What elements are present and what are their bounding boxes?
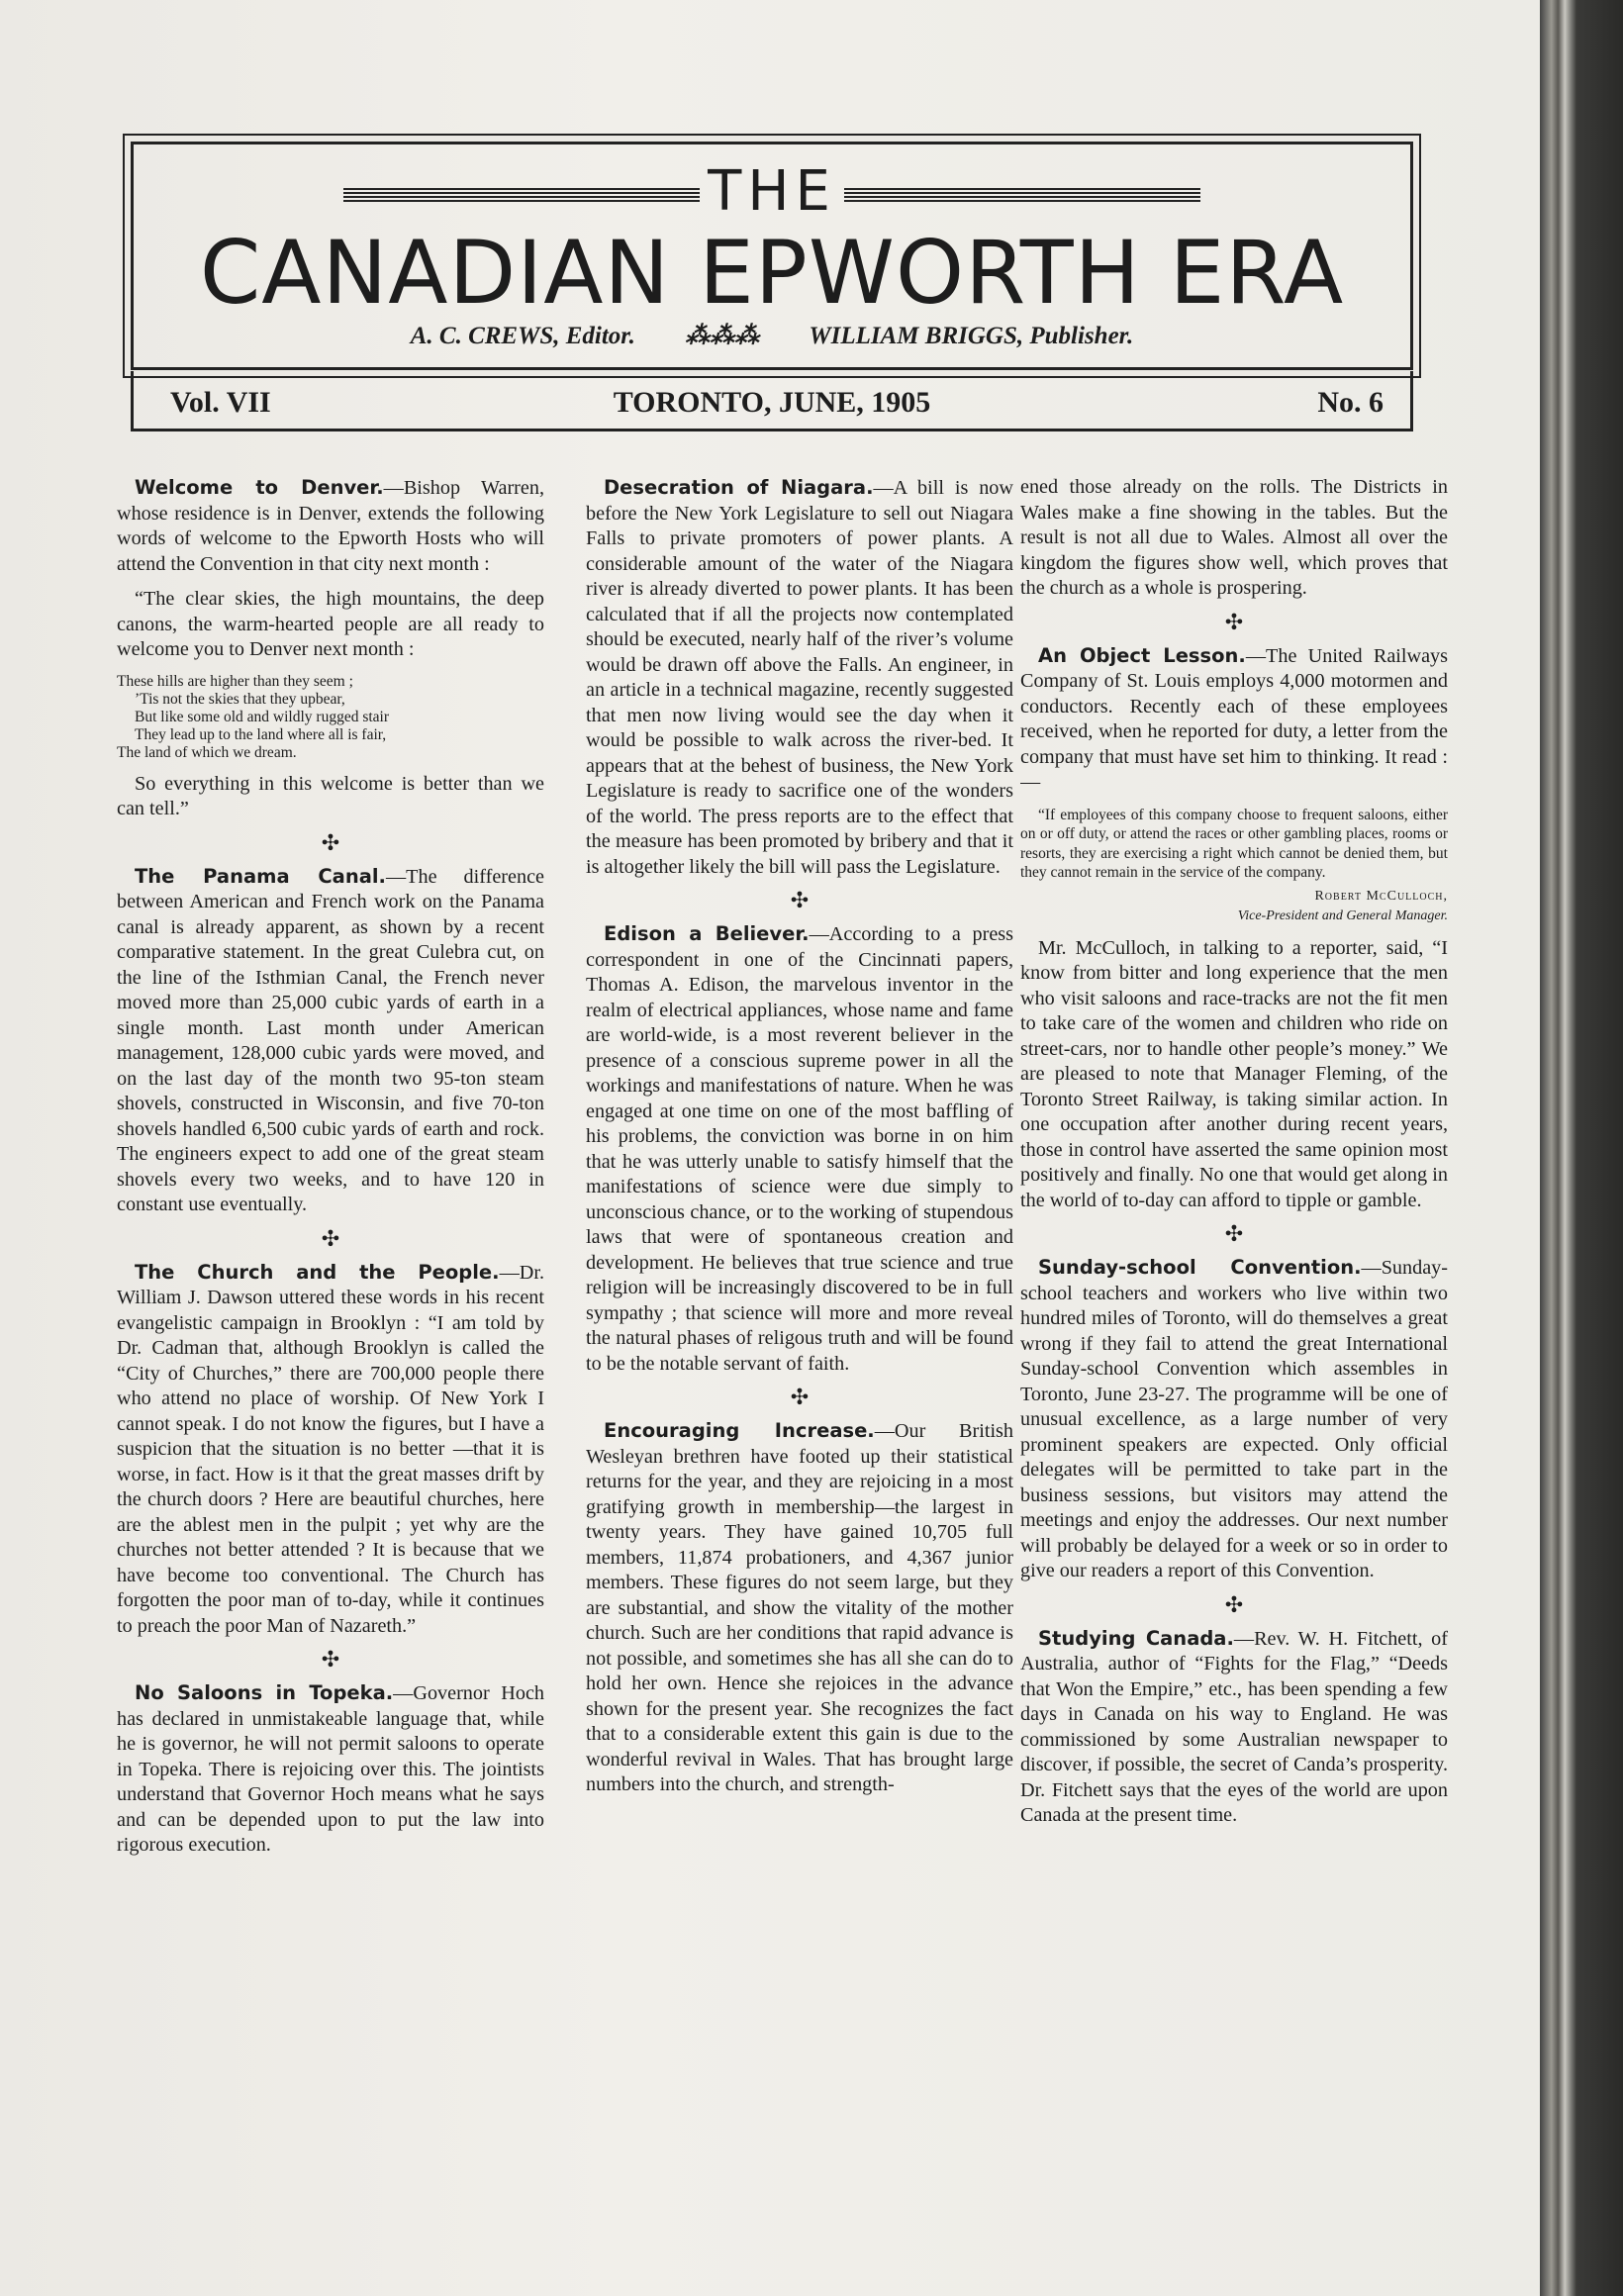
article-heading: The Church and the People. [135, 1260, 500, 1284]
article-body: —Our British Wesleyan brethren have footed up their statistical returns for the year, and they are rejoicing in a most gratifying growth in membership—the largest in twenty years. They have gained 10,705 full members, 11,874 probationers, and 4,367 junior members. These figures do not seem large, but they are substantial, and show the vitality of the mother church. Such are her conditions that rapid advance is not possible, and sometimes she has all she can do to hold her own. Hence she rejoices in the advance shown for the present year. She recognizes the fact that to a considerable extent this gain is due to the wonderful revival in Wales. That has brought large numbers into the church, and strength- [586, 1420, 1013, 1795]
article-heading: No Saloons in Topeka. [135, 1681, 394, 1704]
article-canada [1020, 1626, 1448, 1829]
column-3 [1020, 475, 1448, 2177]
article-body: —According to a press correspondent in one of the Cincinnati papers, Thomas A. Edison, the marvelous inventor in the realm of electrical appliances, whose name and fame are world-wide, is a most reverent believer in the presence of a conscious supreme power in all the workings and manifestations of nature. When he was engaged at one time on one of the most baffling of his problems, the conviction was borne in on him that he was utterly unable to satisfy himself that the manifestations of science were due simply to unconscious chance, or to the working of stupendous laws that were of spontaneous creation and development. He believes that true science and true religion will be increasingly discovered to be in full sympathy ; that science will more and more reveal the natural phases of religous truth and will be found to be the notable servant of faith. [586, 923, 1013, 1375]
article-body: —The difference between American and French work on the Panama canal is already apparent, as shown by a recent comparative statement. In the great Culebra cut, on the line of the Isthmian Canal, the French never moved more than 25,000 cubic yards of earth in a single month. Last month under American management, 128,000 cubic yards were moved, and on the last day of the month two 95-ton steam shovels, constructed in Wisconsin, and five 70-ton shovels handled 6,500 cubic yards of earth and rock. The engineers expect to add one of the great steam shovels every two weeks, and to have 120 in constant use eventually. [117, 865, 544, 1215]
article-lesson [1020, 643, 1448, 796]
column-2 [586, 475, 1013, 2177]
section-ornament: ✣ [1224, 1222, 1244, 1247]
signature-name: Robert McCulloch, [1314, 888, 1448, 904]
publication-title: CANADIAN EPWORTH ERA [199, 222, 1345, 324]
section-ornament: ✣ [321, 1226, 340, 1252]
verse-line: The land of which we dream. [117, 743, 297, 761]
article-denver [117, 475, 544, 577]
article-heading: An Object Lesson. [1038, 643, 1246, 667]
masthead [131, 142, 1413, 370]
article-niagara [586, 475, 1013, 880]
article-increase [586, 1418, 1013, 1798]
article-heading: Desecration of Niagara. [604, 476, 874, 499]
article-quote: “The clear skies, the high mountains, the deep canons, the warm-hearted people are all ready to welcome you to Denver next month : [117, 588, 544, 660]
article-body: —Dr. William J. Dawson uttered these words in his recent evangelistic campaign in Brooklyn : “I am told by Dr. Cadman that, although Brooklyn is called the “City of Churches,” there are 700,000 people there who attend no place of worship. Of New York I cannot speak. I do not know the figures, but I have a suspicion that the situation is no better —that it is worse, in fact. How is it that the great masses drift by the church doors ? Here are beautiful churches, here are the ablest men in the pulpit ; yet why are the churches not better attended ? It is because that we have become too conventional. The Church has forgotten the poor man of to-day, while it continues to preach the poor Man of Nazareth.” [117, 1261, 544, 1637]
article-topeka [117, 1680, 544, 1859]
article-closing: So everything in this welcome is better than we can tell.” [117, 772, 544, 819]
column-1 [117, 475, 544, 2177]
section-ornament: ✣ [790, 1386, 810, 1410]
article-body: —The United Railways Company of St. Louis employs 4,000 motormen and conductors. Recently each of these employees received, when he reported for duty, a letter from the company that must have set him to thinking. It read :— [1020, 644, 1448, 793]
publisher-credit: WILLIAM BRIGGS, Publisher. [809, 323, 1134, 349]
article-followup: Mr. McCulloch, in talking to a reporter, said, “I know from bitter and long experience that the men who visit saloons and race-tracks are not the fit men to take care of the women and children who ride on street-cars, nor to handle other people’s money.” We are pleased to note that Manager Fleming, of the Toronto Street Railway, is taking similar action. In one occupation after another during recent years, those in control have asserted the same opinion most positively and finally. No one that would get along in the world of to-day can afford to tipple or gamble. [1020, 936, 1448, 1211]
article-body: —Sunday-school teachers and workers who live within two hundred miles of Toronto, will do themselves a great wrong if they fail to attend the great International Sunday-school Convention which assembles in Toronto, June 23-27. The programme will be one of unusual excellence, as a large number of very prominent speakers are expected. Only official delegates will be permitted to take part in the business sessions, but visitors may attend the meetings and enjoy the addresses. Our next number will probably be delayed for a week or so in order to give our readers a report of this Convention. [1020, 1257, 1448, 1581]
article-sunday-school [1020, 1255, 1448, 1584]
article-body: —Governor Hoch has declared in unmistakeable language that, while he is governor, he will not permit saloons to operate in Topeka. There is rejoicing over this. The jointists understand that Governor Hoch means what he says and can be depended upon to put the law into rigorous execution. [117, 1682, 544, 1856]
masthead-the: THE [708, 159, 836, 224]
section-ornament: ✣ [790, 889, 810, 913]
verse-line: ’Tis not the skies that they upbear, [135, 690, 345, 708]
volume-label: Vol. VII [170, 386, 271, 419]
signature-title: Vice-President and General Manager. [1237, 908, 1448, 923]
masthead-ornament: ⁂⁂⁂ [685, 323, 760, 349]
article-increase-continued: ened those already on the rolls. The Districts in Wales make a fine showing in the tables. But the result is not all due to Wales. Almost all over the kingdom the figures show well, which proves that the church as a whole is prospering. [1020, 476, 1448, 599]
section-ornament: ✣ [1224, 610, 1244, 635]
article-body: —Bishop Warren, whose residence is in Denver, extends the following words of welcome to the Epworth Hosts who will attend the Convention in that city next month : [117, 477, 544, 575]
article-panama [117, 864, 544, 1218]
editor-credit: A. C. CREWS, Editor. [410, 323, 635, 349]
section-ornament: ✣ [321, 1648, 340, 1673]
section-ornament: ✣ [1224, 1592, 1244, 1618]
article-body: —A bill is now before the New York Legislature to sell out Niagara Falls to private promoters of power plants. A considerable amount of the water of the Niagara river is already diverted to power plants. It has been calculated that if all the projects now contemplated should be executed, nearly half of the river’s volume would be drawn off above the Falls. An engineer, in an article in a technical magazine, recently suggested that men now living would see the day when it would be possible to walk across the river-bed. It appears that at the behest of business, the New York Legislature is ready to sacrifice one of the wonders of the world. The press reports are to the effect that the measure has been promoted by bribery and that it is altogether likely the bill will pass the Legislature. [586, 477, 1013, 878]
article-body: —Rev. W. H. Fitchett, of Australia, author of “Fights for the Flag,” “Deeds that Won the Empire,” etc., has been spending a few days in Canada on his way to England. He was commissioned by some Australian newspaper to discover, if possible, the secret of Canda’s prosperity. Dr. Fitchett says that the eyes of the world are upon Canada at the present time. [1020, 1627, 1448, 1826]
company-letter: “If employees of this company choose to frequent saloons, either on or off duty, or attend the races or other gambling places, rooms or resorts, they are exercising a right which cannot be denied them, but they cannot remain in the service of the company. [1020, 806, 1448, 881]
verse-line: They lead up to the land where all is fair, [135, 725, 387, 743]
article-heading: Encouraging Increase. [604, 1419, 875, 1442]
article-heading: Welcome to Denver. [135, 476, 384, 499]
poem-verse [117, 673, 544, 762]
verse-line: But like some old and wildly rugged stair [135, 708, 390, 725]
article-edison [586, 921, 1013, 1377]
masthead-credits [134, 321, 1410, 350]
verse-line: These hills are higher than they seem ; [117, 672, 353, 690]
article-heading: Studying Canada. [1038, 1626, 1234, 1650]
article-heading: Sunday-school Convention. [1038, 1256, 1362, 1279]
section-ornament: ✣ [321, 830, 340, 856]
article-heading: The Panama Canal. [135, 864, 386, 888]
book-binding-edge [1540, 0, 1623, 2296]
article-church [117, 1260, 544, 1640]
letter-signature [1020, 887, 1448, 926]
dateline [131, 371, 1413, 431]
article-heading: Edison a Believer. [604, 922, 810, 945]
issue-number: No. 6 [1317, 386, 1384, 419]
issue-date: TORONTO, JUNE, 1905 [613, 386, 931, 419]
